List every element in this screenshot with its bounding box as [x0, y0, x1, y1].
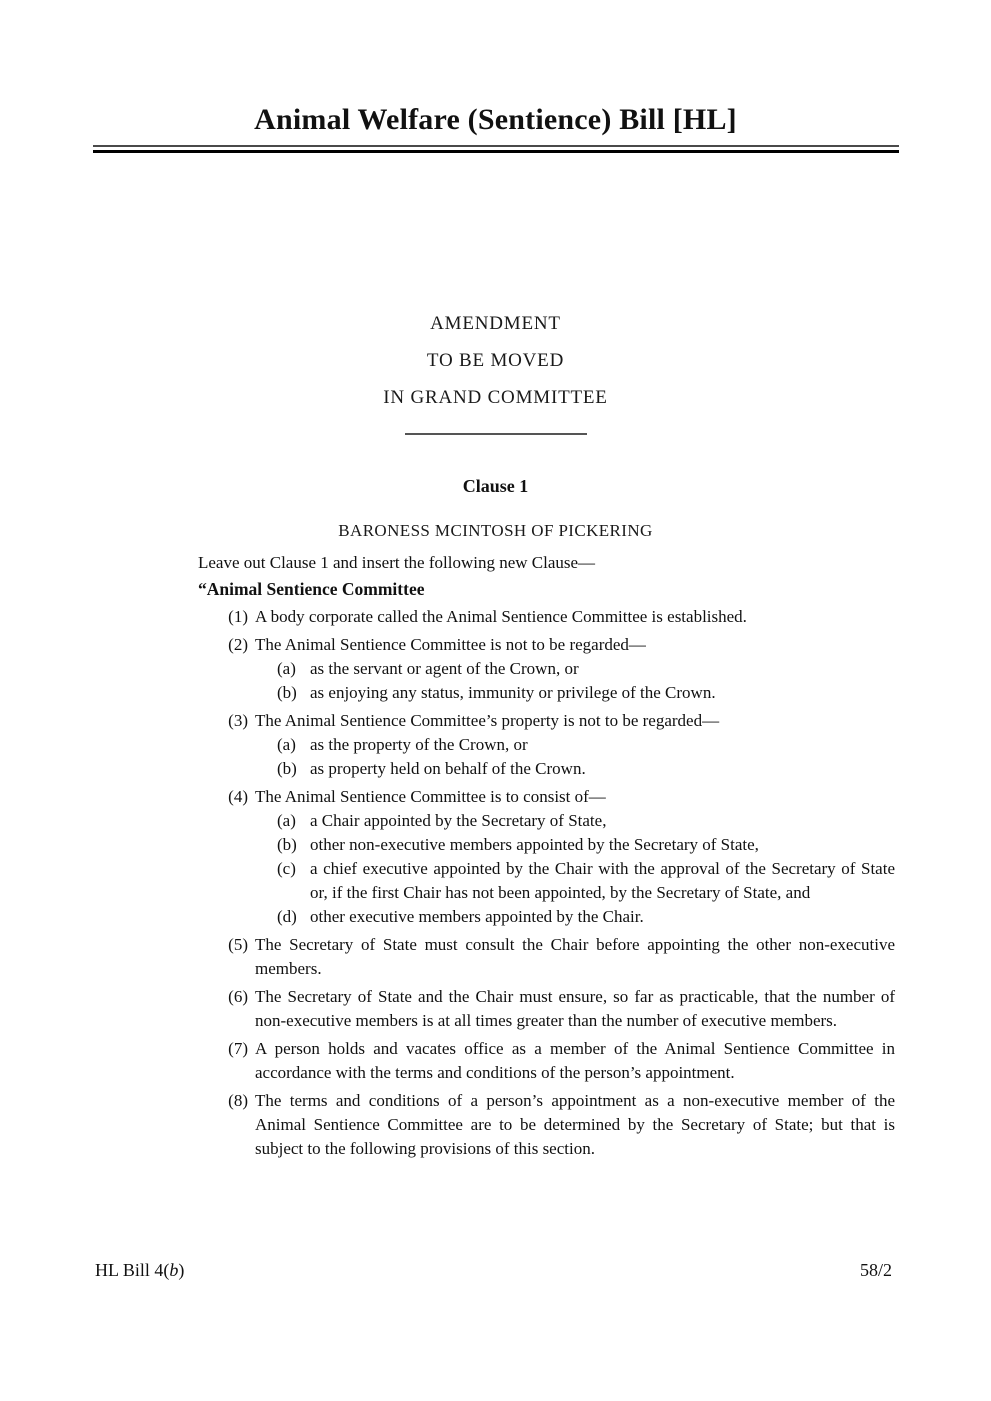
subitem-text: other non-executive members appointed by the Secretary of State, — [310, 835, 759, 854]
amendment-header-line-3: IN GRAND COMMITTEE — [383, 387, 608, 408]
subitem-row — [277, 757, 895, 781]
subitem-letter: (c) — [277, 859, 296, 878]
subitem-letter: (a) — [277, 659, 296, 678]
subitem-row — [277, 681, 895, 705]
subsection-number: (3) — [228, 711, 248, 730]
subsection-number: (1) — [228, 607, 248, 626]
subsection-number: (4) — [228, 787, 248, 806]
amendment-header-line-1: AMENDMENT — [430, 313, 561, 334]
bill-reference-suffix: ) — [178, 1260, 185, 1280]
subsection-text: The Secretary of State must consult the Chair before appointing the other non-executive members. — [255, 935, 895, 978]
subsection-list — [198, 605, 895, 1161]
subitem-text: as property held on behalf of the Crown. — [310, 759, 586, 778]
subsection-row — [198, 709, 895, 733]
subsection-row — [198, 985, 895, 1033]
subsection-row — [198, 933, 895, 981]
bill-reference-prefix: HL Bill 4( — [95, 1260, 170, 1280]
sponsor-name: BARONESS MCINTOSH OF PICKERING — [338, 521, 653, 540]
amendment-instruction: Leave out Clause 1 and insert the following new Clause— — [198, 553, 596, 572]
subsection-text: The Animal Sentience Committee’s property is not to be regarded— — [255, 711, 720, 730]
subsection-number: (6) — [228, 987, 248, 1006]
subsection-row — [198, 605, 895, 629]
subitem-row — [277, 833, 895, 857]
subitem-letter: (a) — [277, 811, 296, 830]
subsection-text: The Animal Sentience Committee is not to be regarded— — [255, 635, 646, 654]
subsection-row — [198, 1037, 895, 1085]
subsection-row — [198, 633, 895, 657]
bill-reference — [95, 1260, 184, 1281]
subitem-letter: (a) — [277, 735, 296, 754]
subitem-letter: (d) — [277, 907, 297, 926]
subsection-text: The Secretary of State and the Chair must ensure, so far as practicable, that the number of non-executive members is at all times greater than the number of executive members. — [255, 987, 895, 1030]
subitem-text: as enjoying any status, immunity or privilege of the Crown. — [310, 683, 716, 702]
subitem-letter: (b) — [277, 759, 297, 778]
amendment-number: 58/2 — [859, 1260, 892, 1280]
subsection-text: A body corporate called the Animal Sentience Committee is established. — [255, 607, 747, 626]
bill-title: Animal Welfare (Sentience) Bill [HL] — [254, 103, 737, 136]
subsection-number: (7) — [228, 1039, 248, 1058]
bill-reference-italic-part: b — [169, 1260, 179, 1280]
subitem-row — [277, 657, 895, 681]
title-rule — [93, 145, 899, 153]
separator-rule — [405, 433, 587, 435]
subsection-text: A person holds and vacates office as a member of the Animal Sentience Committee in accordance with the terms and conditions of the person’s appointment. — [255, 1039, 895, 1082]
subitem-row — [277, 857, 895, 905]
subitem-text: other executive members appointed by the Chair. — [310, 907, 644, 926]
clause-heading: Clause 1 — [462, 476, 529, 496]
subitem-text: a chief executive appointed by the Chair with the approval of the Secretary of State or, if the first Chair has not been appointed, by the Secretary of State, and — [310, 859, 895, 902]
subsection-number: (5) — [228, 935, 248, 954]
subsection-number: (8) — [228, 1091, 248, 1110]
subitem-letter: (b) — [277, 835, 297, 854]
subsection-row — [198, 1089, 895, 1161]
subitem-text: a Chair appointed by the Secretary of State, — [310, 811, 607, 830]
subitem-text: as the servant or agent of the Crown, or — [310, 659, 579, 678]
subsection-number: (2) — [228, 635, 248, 654]
amendment-header-line-2: TO BE MOVED — [426, 350, 565, 371]
subitem-row — [277, 809, 895, 833]
new-clause-title: “Animal Sentience Committee — [198, 579, 425, 599]
amendment-header — [0, 305, 991, 416]
subsection-row — [198, 785, 895, 809]
subitem-letter: (b) — [277, 683, 297, 702]
subitem-text: as the property of the Crown, or — [310, 735, 528, 754]
subsection-text: The Animal Sentience Committee is to consist of— — [255, 787, 606, 806]
subitem-row — [277, 733, 895, 757]
subitem-row — [277, 905, 895, 929]
subsection-text: The terms and conditions of a person’s appointment as a non-executive member of the Animal Sentience Committee are to be determined by the Secretary of State; but that is subject to the following provisions of this section. — [255, 1091, 895, 1158]
